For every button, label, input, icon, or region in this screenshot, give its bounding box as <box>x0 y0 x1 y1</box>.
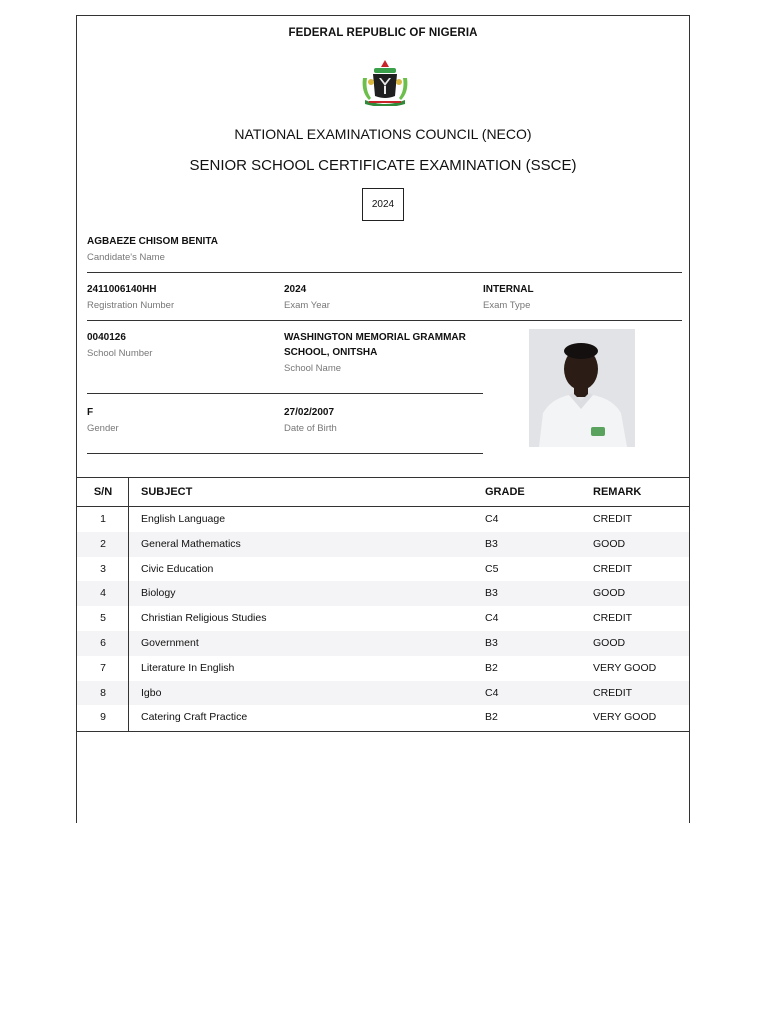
table-row <box>77 532 689 557</box>
row-sn: 1 <box>100 513 106 525</box>
row-remark: GOOD <box>593 537 626 550</box>
candidate-name-label: Candidate's Name <box>87 252 165 263</box>
header-grade: GRADE <box>485 486 525 498</box>
row-sn: 7 <box>100 661 106 674</box>
row-subject: Government <box>141 636 199 649</box>
result-sheet <box>76 15 690 823</box>
results-table-header <box>77 477 689 507</box>
header-remark: REMARK <box>593 486 642 498</box>
table-row <box>77 606 689 631</box>
row-grade: B3 <box>485 537 498 550</box>
candidate-photo-image <box>529 329 635 447</box>
results-table <box>77 477 689 730</box>
date-of-birth-field <box>284 405 337 436</box>
row-remark: CREDIT <box>593 686 633 699</box>
date-of-birth: 27/02/2007 <box>284 407 335 418</box>
row-sn: 2 <box>100 537 106 550</box>
row-sn: 9 <box>100 711 106 724</box>
row-subject: Literature In English <box>141 661 235 674</box>
school-number: 0040126 <box>87 332 126 343</box>
row-sn: 8 <box>100 686 106 699</box>
exam-year: 2024 <box>284 284 307 295</box>
table-row <box>77 557 689 582</box>
candidate-name-field <box>87 234 218 265</box>
header-sn: S/N <box>93 486 113 498</box>
divider <box>87 320 682 321</box>
school-name-line2: SCHOOL, ONITSHA <box>284 347 378 358</box>
exam-year-box: 2024 <box>362 188 404 221</box>
table-row <box>77 581 689 606</box>
row-subject: Christian Religious Studies <box>141 612 267 625</box>
row-grade: C4 <box>485 686 499 699</box>
date-of-birth-label: Date of Birth <box>284 423 337 434</box>
school-name-line1: WASHINGTON MEMORIAL GRAMMAR <box>284 332 466 343</box>
divider <box>87 393 483 394</box>
header-subject: SUBJECT <box>141 486 193 498</box>
row-grade: C4 <box>485 612 499 625</box>
row-remark: VERY GOOD <box>593 711 657 724</box>
row-remark: CREDIT <box>593 513 633 525</box>
exam-type-label: Exam Type <box>483 300 531 311</box>
row-grade: B3 <box>485 587 498 600</box>
row-grade: B2 <box>485 711 498 724</box>
row-grade: B3 <box>485 636 498 649</box>
row-remark: CREDIT <box>593 562 633 575</box>
table-row <box>77 705 689 730</box>
gender-label: Gender <box>87 423 119 434</box>
table-bottom-border <box>77 731 689 732</box>
candidate-name: AGBAEZE CHISOM BENITA <box>87 236 218 247</box>
table-row <box>77 507 689 532</box>
row-remark: VERY GOOD <box>593 661 657 674</box>
registration-number: 2411006140HH <box>87 284 157 295</box>
row-sn: 4 <box>100 587 106 600</box>
registration-number-field <box>87 282 174 313</box>
country-title: FEDERAL REPUBLIC OF NIGERIA <box>288 27 478 39</box>
divider <box>87 453 483 454</box>
row-remark: GOOD <box>593 587 626 600</box>
row-grade: C5 <box>485 562 499 575</box>
registration-number-label: Registration Number <box>87 300 175 311</box>
row-sn: 6 <box>100 636 106 649</box>
council-title: NATIONAL EXAMINATIONS COUNCIL (NECO) <box>234 126 532 142</box>
row-remark: CREDIT <box>593 612 633 625</box>
candidate-photo <box>529 329 635 447</box>
table-row <box>77 656 689 681</box>
row-grade: C4 <box>485 513 499 525</box>
school-name-label: School Name <box>284 363 342 374</box>
row-remark: GOOD <box>593 636 626 649</box>
school-name-field <box>284 330 466 376</box>
row-subject: Igbo <box>141 686 162 699</box>
nigeria-coat-of-arms-icon <box>359 58 411 106</box>
exam-type-field <box>483 282 534 313</box>
row-sn: 5 <box>100 612 106 625</box>
row-subject: Catering Craft Practice <box>141 711 248 724</box>
table-row <box>77 631 689 656</box>
exam-title: SENIOR SCHOOL CERTIFICATE EXAMINATION (SSCE) <box>189 157 577 174</box>
school-number-label: School Number <box>87 348 153 359</box>
table-row <box>77 681 689 706</box>
row-subject: Civic Education <box>141 562 214 575</box>
row-subject: English Language <box>141 513 226 525</box>
gender-field <box>87 405 119 436</box>
row-grade: B2 <box>485 661 498 674</box>
results-table-body <box>77 507 689 730</box>
school-number-field <box>87 330 152 361</box>
divider <box>87 272 682 273</box>
exam-type: INTERNAL <box>483 284 534 295</box>
table-column-divider <box>128 477 129 732</box>
gender: F <box>87 407 94 418</box>
row-subject: General Mathematics <box>141 537 241 550</box>
row-subject: Biology <box>141 587 176 600</box>
row-sn: 3 <box>100 562 106 575</box>
exam-year-field <box>284 282 330 313</box>
exam-year-label: Exam Year <box>284 300 330 311</box>
